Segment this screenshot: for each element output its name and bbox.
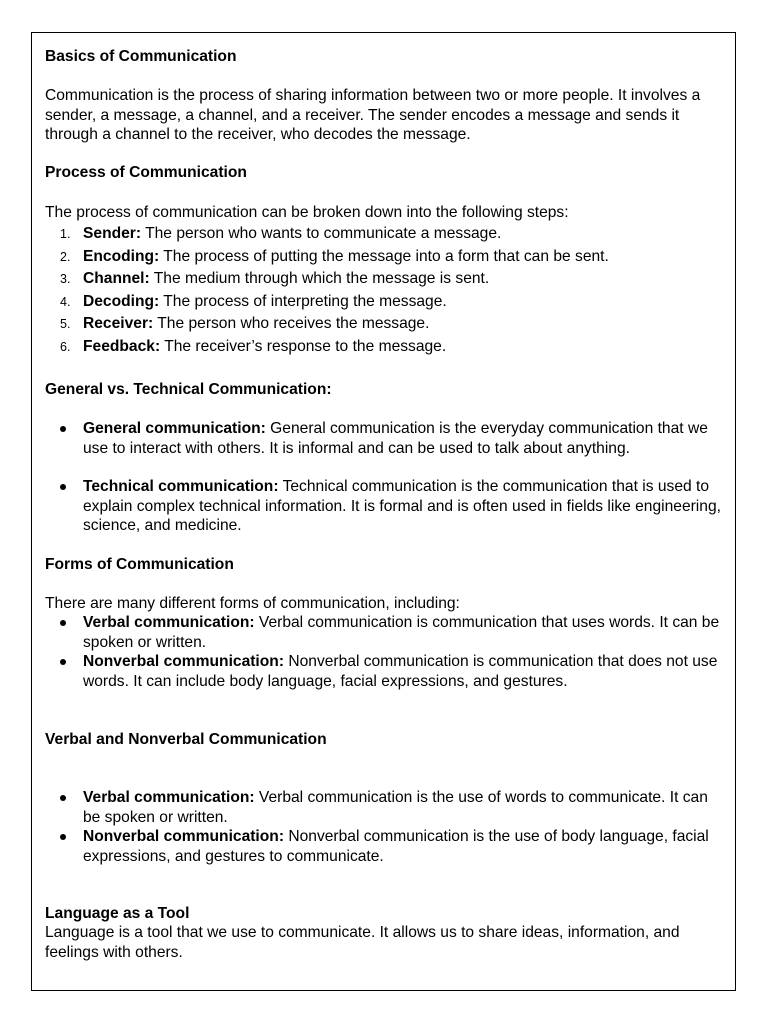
paragraph-language: Language is a tool that we use to communicate. It allows us to share ideas, information, and feelings with others. <box>45 924 680 961</box>
step-text: The process of putting the message into a form that can be sent. <box>159 247 609 265</box>
bullet-icon <box>60 484 66 490</box>
step-text: The process of interpreting the message. <box>159 292 447 310</box>
step-text: The person who receives the message. <box>153 315 430 333</box>
general-technical-list <box>45 419 725 458</box>
list-item <box>45 827 725 866</box>
process-steps-list <box>45 224 609 360</box>
item-text: General communication is the everyday communication that we use to interact with others. It is informal and can be used to talk about anything. <box>83 420 708 457</box>
step-number: 3. <box>60 272 71 287</box>
heading-language: Language as a Tool <box>45 905 190 922</box>
bullet-icon <box>60 620 66 626</box>
paragraph-process-intro: The process of communication can be broken down into the following steps: <box>45 204 569 221</box>
step-text: The receiver’s response to the message. <box>160 337 447 355</box>
step-term: Sender: <box>83 225 142 242</box>
item-text: Nonverbal communication is the use of body language, facial expressions, and gestures to communicate. <box>83 828 709 865</box>
step-text: The person who wants to communicate a message. <box>141 225 502 242</box>
heading-forms: Forms of Communication <box>45 556 234 573</box>
list-item-step <box>45 269 609 292</box>
step-term: Receiver: <box>83 315 154 333</box>
list-item <box>45 419 725 458</box>
step-number: 5. <box>60 317 71 332</box>
item-term: Verbal communication: <box>83 789 255 806</box>
item-term: Verbal communication: <box>83 614 255 631</box>
verbal-nonverbal-list <box>45 788 725 866</box>
heading-general-technical: General vs. Technical Communication: <box>45 381 332 398</box>
step-number: 2. <box>60 249 71 264</box>
step-number: 1. <box>60 227 71 241</box>
forms-list <box>45 613 725 691</box>
bullet-icon <box>60 834 66 840</box>
heading-process: Process of Communication <box>45 164 247 181</box>
heading-basics: Basics of Communication <box>45 48 237 65</box>
list-item <box>45 477 725 536</box>
list-item <box>45 788 725 827</box>
general-technical-list-2 <box>45 477 725 536</box>
list-item-step <box>45 247 609 270</box>
step-number: 6. <box>60 339 71 354</box>
bullet-icon <box>60 426 66 432</box>
item-term: General communication: <box>83 420 266 437</box>
item-term: Nonverbal communication: <box>83 828 285 845</box>
paragraph-basics: Communication is the process of sharing information between two or more people. It involves a sender, a message, a channel, and a receiver. The sender encodes a message and sends it through a channel to the receiver, who decodes the message. <box>45 87 701 143</box>
step-term: Decoding: <box>83 292 160 310</box>
item-term: Nonverbal communication: <box>83 653 285 670</box>
paragraph-forms-intro: There are many different forms of communication, including: <box>45 595 460 612</box>
item-text: Verbal communication is the use of words to communicate. It can be spoken or written. <box>83 789 708 826</box>
step-term: Channel: <box>83 270 150 288</box>
item-text: Technical communication is the communication that is used to explain complex technical information. It is formal and is often used in fields like engineering, science, and medicine. <box>83 478 721 534</box>
list-item <box>45 613 725 652</box>
list-item-step <box>45 224 609 247</box>
list-item-step <box>45 314 609 337</box>
item-term: Technical communication: <box>83 478 279 495</box>
bullet-icon <box>60 795 66 801</box>
list-item-step <box>45 337 609 360</box>
item-text: Nonverbal communication is communication that does not use words. It can include body language, facial expressions, and gestures. <box>83 653 718 690</box>
step-term: Encoding: <box>83 247 160 265</box>
step-term: Feedback: <box>83 337 161 355</box>
item-text: Verbal communication is communication that uses words. It can be spoken or written. <box>83 614 720 651</box>
step-text: The medium through which the message is sent. <box>149 270 490 288</box>
list-item-step <box>45 292 609 315</box>
step-number: 4. <box>60 294 71 309</box>
list-item <box>45 652 725 691</box>
bullet-icon <box>60 659 66 665</box>
heading-verbal-nonverbal: Verbal and Nonverbal Communication <box>45 731 327 748</box>
